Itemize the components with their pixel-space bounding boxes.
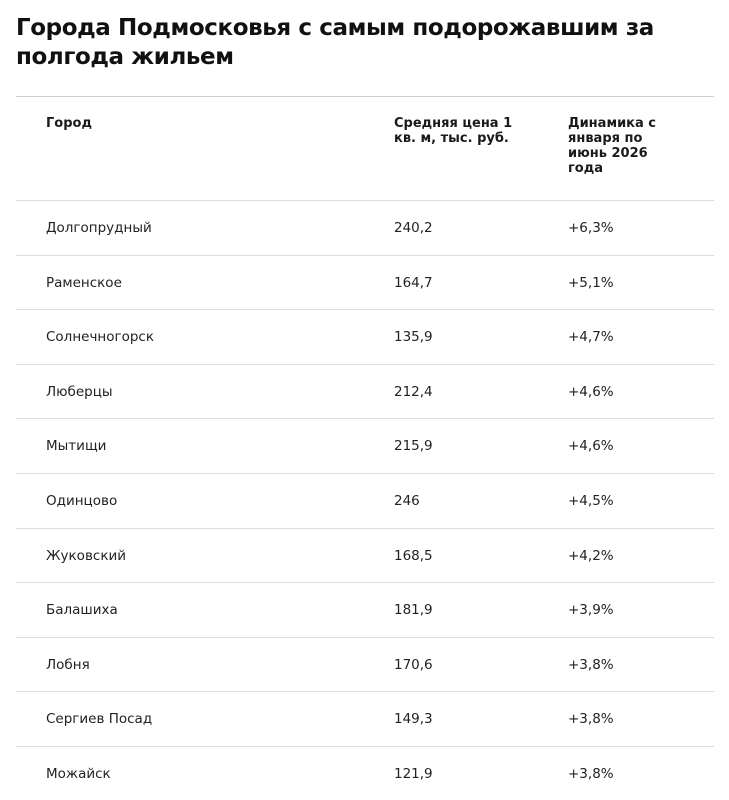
cell-city: Люберцы (46, 383, 113, 400)
cell-price: 149,3 (394, 711, 433, 728)
cell-dynamics: +3,9% (568, 602, 614, 619)
cell-dynamics: +4,6% (568, 438, 614, 455)
page-title: Города Подмосковья с самым подорожавшим за полгода жильем (16, 15, 654, 70)
cell-dynamics: +4,5% (568, 492, 614, 509)
cell-city: Солнечногорск (46, 329, 155, 346)
cell-price: 170,6 (394, 656, 433, 673)
cell-city: Сергиев Посад (46, 711, 153, 728)
table-row (16, 474, 714, 529)
table-row (16, 638, 714, 693)
cell-city: Жуковский (46, 547, 127, 564)
cell-dynamics: +5,1% (568, 274, 614, 291)
table-row (16, 747, 714, 800)
cell-price: 164,7 (394, 274, 433, 291)
cell-dynamics: +3,8% (568, 765, 614, 782)
table-header-row (16, 97, 714, 201)
cell-dynamics: +3,8% (568, 656, 614, 673)
cell-city: Можайск (46, 765, 111, 782)
cell-city: Раменское (46, 274, 122, 291)
cell-dynamics: +4,2% (568, 547, 614, 564)
cell-dynamics: +6,3% (568, 220, 614, 236)
table-row (16, 419, 714, 474)
cell-price: 121,9 (394, 765, 433, 782)
cell-city: Мытищи (46, 438, 107, 455)
table-row (16, 256, 714, 311)
table-row (16, 583, 714, 638)
cell-city: Одинцово (46, 492, 118, 509)
price-table (16, 96, 714, 800)
cell-city: Балашиха (46, 602, 118, 619)
table-row (16, 201, 714, 256)
cell-dynamics: +3,8% (568, 711, 614, 728)
table-row (16, 529, 714, 584)
cell-price: 135,9 (394, 329, 433, 346)
cell-city: Долгопрудный (46, 220, 152, 236)
header-dynamics: Динамика с января по июнь 2026 года (568, 116, 657, 176)
cell-price: 168,5 (394, 547, 433, 564)
header-city: Город (46, 116, 92, 131)
cell-price: 181,9 (394, 602, 433, 619)
cell-price: 212,4 (394, 383, 433, 400)
table-body (16, 201, 714, 800)
cell-dynamics: +4,7% (568, 329, 614, 346)
cell-price: 246 (394, 492, 420, 509)
cell-price: 240,2 (394, 220, 433, 236)
table-row (16, 310, 714, 365)
table-row (16, 692, 714, 747)
table-row (16, 365, 714, 420)
cell-dynamics: +4,6% (568, 383, 614, 400)
cell-price: 215,9 (394, 438, 433, 455)
header-price: Средняя цена 1 кв. м, тыс. руб. (394, 116, 513, 146)
cell-city: Лобня (46, 656, 90, 673)
